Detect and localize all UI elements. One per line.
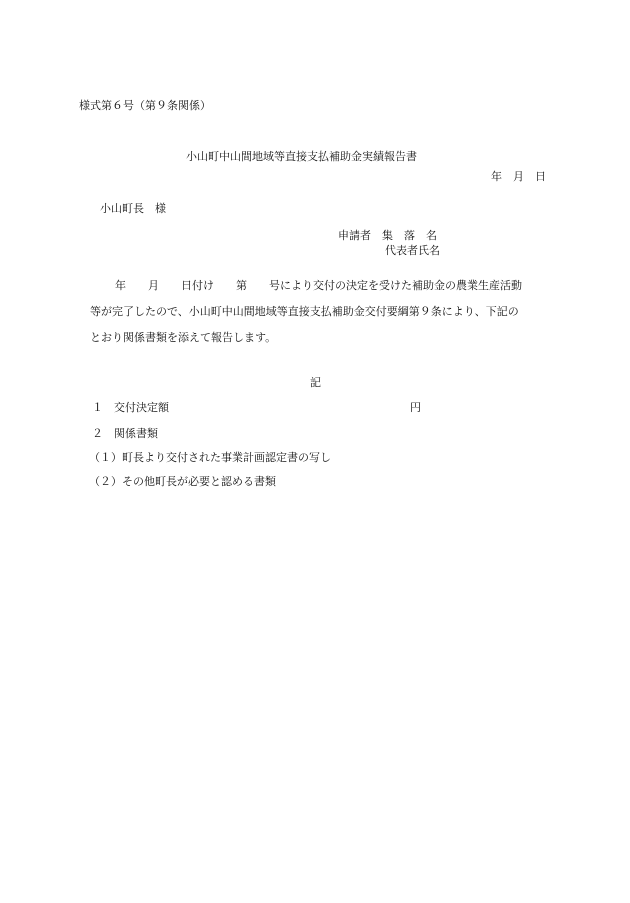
document-title: 小山町中山間地域等直接支払補助金実績報告書: [186, 150, 417, 163]
addressee: 小山町長 様: [100, 202, 166, 215]
date-line: 年 月 日: [491, 170, 546, 183]
body-text-line-2: 等が完了したので、小山町中山間地域等直接支払補助金交付要綱第９条により、下記の: [90, 305, 519, 318]
form-number: 様式第６号（第９条関係）: [79, 99, 211, 112]
ki-heading: 記: [310, 376, 321, 389]
sub-item-plan-certificate: （１）町長より交付された事業計画認定書の写し: [89, 451, 331, 464]
body-text-line-3: とおり関係書類を添えて報告します。: [90, 331, 277, 344]
item-grant-amount-unit: 円: [410, 401, 421, 414]
item-related-documents-label: ２ 関係書類: [92, 427, 158, 440]
sub-item-other-documents: （２）その他町長が必要と認める書類: [89, 475, 276, 488]
applicant-label: 申請者 集 落 名: [338, 229, 437, 242]
representative-label: 代表者氏名: [385, 244, 440, 257]
item-grant-amount-label: １ 交付決定額: [92, 401, 169, 414]
body-text-line-1: 年 月 日付け 第 号により交付の決定を受けた補助金の農業生産活動: [115, 279, 522, 292]
